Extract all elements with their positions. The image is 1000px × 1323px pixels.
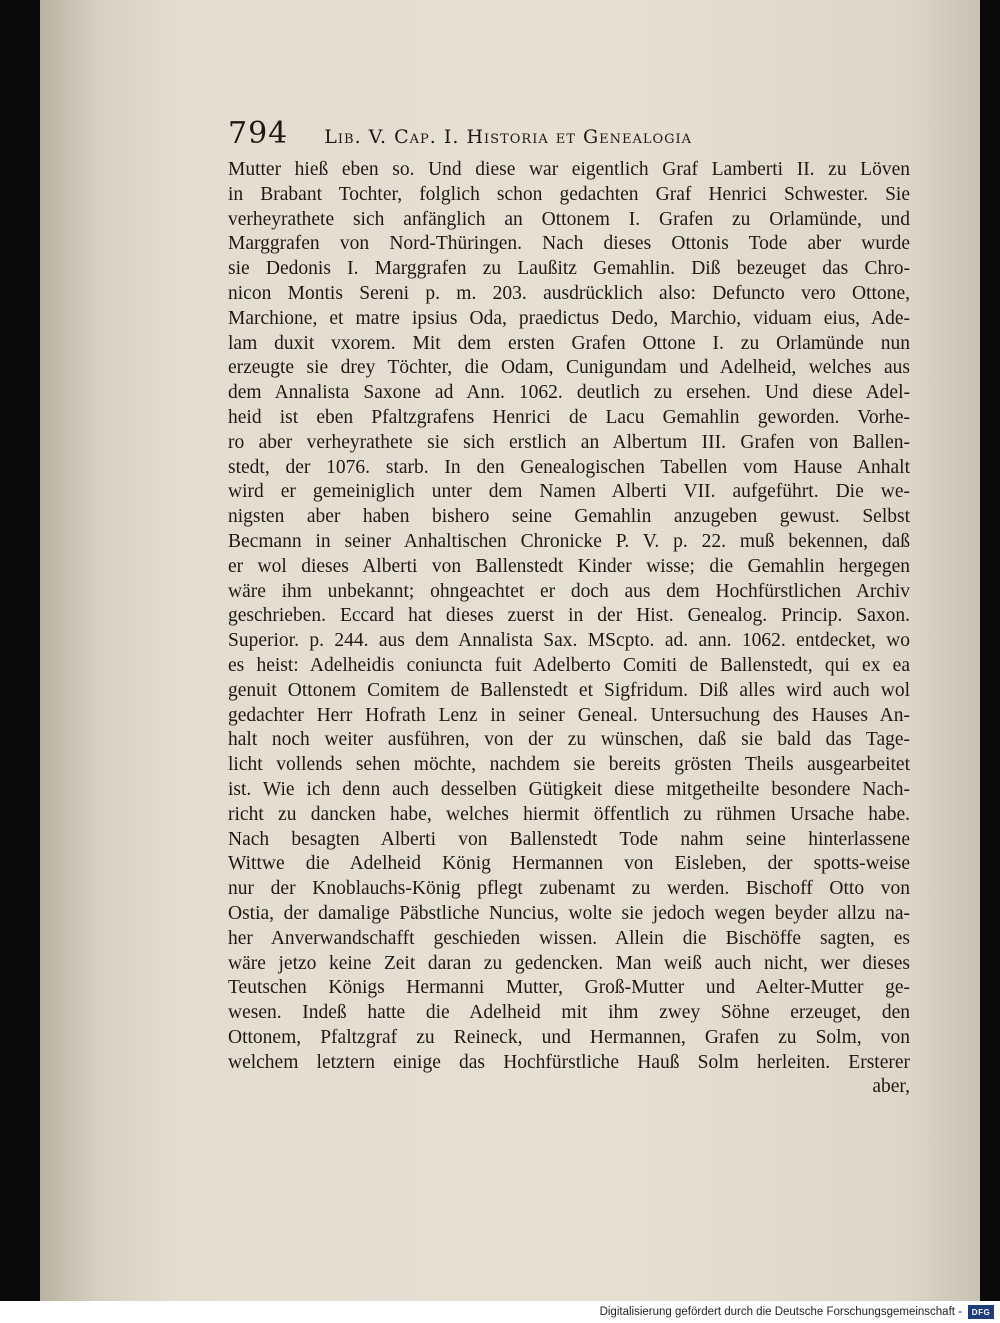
- text-line: ist. Wie ich denn auch desselben Gütigkeit diese mitgetheilte besondere Nach-: [228, 778, 910, 800]
- text-line: heid ist eben Pfaltzgrafens Henrici de Lacu Gemahlin geworden. Vorhe-: [228, 406, 910, 428]
- text-line: halt noch weiter ausführen, von der zu wünschen, daß sie bald das Tage-: [228, 729, 910, 751]
- dfg-logo: DFG: [968, 1305, 994, 1319]
- text-line: es heist: Adelheidis coniuncta fuit Adelberto Comiti de Ballenstedt, qui ex ea: [228, 654, 910, 676]
- text-line: stedt, der 1076. starb. In den Genealogischen Tabellen vom Hause Anhalt: [228, 456, 910, 478]
- text-line: Becmann in seiner Anhaltischen Chronicke P. V. p. 22. muß bekennen, daß: [228, 530, 910, 552]
- text-line: genuit Ottonem Comitem de Ballenstedt et Sigfridum. Diß alles wird auch wol: [228, 679, 910, 701]
- text-line: wesen. Indeß hatte die Adelheid mit ihm zwey Söhne erzeuget, den: [228, 1002, 910, 1024]
- text-line: wäre jetzo keine Zeit daran zu gedencken. Man weiß auch nicht, wer dieses: [228, 952, 910, 974]
- text-line: Ottonem, Pfaltzgraf zu Reineck, und Hermannen, Grafen zu Solm, von: [228, 1026, 910, 1048]
- text-line: Marggrafen von Nord-Thüringen. Nach dieses Ottonis Tode aber wurde: [228, 233, 910, 255]
- text-line: erzeugte sie drey Töchter, die Odam, Cunigundam und Adelheid, welches aus: [228, 357, 910, 379]
- page-content: [228, 116, 910, 1100]
- text-line: verheyrathete sich anfänglich an Ottonem I. Grafen zu Orlamünde, und: [228, 208, 910, 230]
- text-line: sie Dedonis I. Marggrafen zu Laußitz Gemahlin. Diß bezeuget das Chro-: [228, 258, 910, 280]
- text-line: dem Annalista Saxone ad Ann. 1062. deutlich zu ersehen. Und diese Adel-: [228, 382, 910, 404]
- text-line: aber,: [872, 1076, 910, 1098]
- text-line: ro aber verheyrathete sie sich erstlich an Albertum III. Grafen von Ballen-: [228, 431, 910, 453]
- text-line: in Brabant Tochter, folglich schon gedachten Graf Henrici Schwester. Sie: [228, 183, 910, 205]
- text-line: Mutter hieß eben so. Und diese war eigentlich Graf Lamberti II. zu Löven: [228, 159, 910, 180]
- text-line: richt zu dancken habe, welches hiermit öffentlich zu rühmen Ursache habe.: [228, 803, 910, 825]
- text-line: wäre ihm unbekannt; ohngeachtet er doch aus dem Hochfürstlichen Archiv: [228, 580, 910, 602]
- running-head-title: Lib. V. Cap. I. Historia et Genealogia: [324, 126, 693, 148]
- text-line: nigsten aber haben bishero seine Gemahlin anzugeben gewust. Selbst: [228, 506, 910, 528]
- running-head: [228, 116, 910, 156]
- text-line: nur der Knoblauchs-König pflegt zubenamt zu werden. Bischoff Otto von: [228, 878, 910, 900]
- text-line: welchem letztern einige das Hochfürstliche Hauß Solm herleiten. Ersterer: [228, 1051, 910, 1073]
- book-page: [40, 0, 980, 1301]
- text-line: er wol dieses Alberti von Ballenstedt Kinder wisse; die Gemahlin hergegen: [228, 555, 910, 577]
- text-line: Superior. p. 244. aus dem Annalista Sax. MScpto. ad. ann. 1062. entdecket, wo: [228, 630, 910, 652]
- text-line: Wittwe die Adelheid König Hermannen von Eisleben, der spotts-weise: [228, 853, 910, 875]
- text-line: Ostia, der damalige Päbstliche Nuncius, wolte sie jedoch wegen beyder allzu na-: [228, 902, 910, 924]
- text-line: licht vollends sehen möchte, nachdem sie bereits grösten Theils ausgearbeitet: [228, 754, 910, 776]
- text-line: Nach besagten Alberti von Ballenstedt Tode nahm seine hinterlassene: [228, 828, 910, 850]
- text-line: Marchione, et matre ipsius Oda, praedictus Dedo, Marchio, viduam eius, Ade-: [228, 307, 910, 329]
- text-line: Teutschen Königs Hermanni Mutter, Groß-Mutter und Aelter-Mutter ge-: [228, 977, 910, 999]
- text-line: nicon Montis Sereni p. m. 203. ausdrücklich also: Defuncto vero Ottone,: [228, 282, 910, 304]
- text-line: her Anverwandschafft geschieden wissen. Allein die Bischöffe sagten, es: [228, 927, 910, 949]
- text-line: geschrieben. Eccard hat dieses zuerst in der Hist. Genealog. Princip. Saxon.: [228, 605, 910, 627]
- footer-credit: Digitalisierung gefördert durch die Deutsche Forschungsgemeinschaft -: [599, 1306, 962, 1318]
- body-text: [228, 158, 910, 1100]
- text-line: lam duxit vxorem. Mit dem ersten Grafen Ottone I. zu Orlamünde nun: [228, 332, 910, 354]
- digitization-footer: [0, 1301, 1000, 1323]
- page-number: 794: [228, 116, 289, 151]
- text-line: wird er gemeiniglich unter dem Namen Alberti VII. aufgeführt. Die we-: [228, 481, 910, 503]
- text-line: gedachter Herr Hofrath Lenz in seiner Geneal. Untersuchung des Hauses An-: [228, 704, 910, 726]
